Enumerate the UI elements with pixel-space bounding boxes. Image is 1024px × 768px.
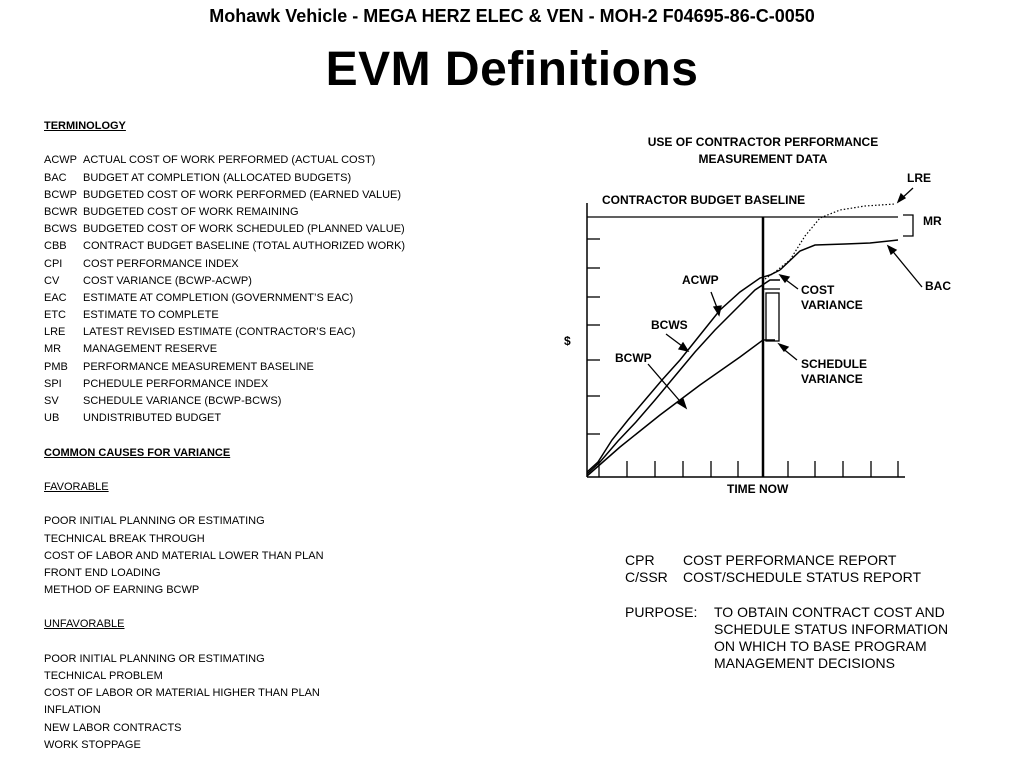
unfavorable-item: NEW LABOR CONTRACTS bbox=[44, 721, 182, 734]
page-title: EVM Definitions bbox=[325, 43, 699, 96]
cpr-key: CPR bbox=[625, 552, 655, 568]
term-definition: PERFORMANCE MEASUREMENT BASELINE bbox=[83, 360, 314, 373]
causes-heading: COMMON CAUSES FOR VARIANCE bbox=[44, 446, 231, 459]
term-definition: SCHEDULE VARIANCE (BCWP-BCWS) bbox=[83, 395, 282, 407]
terminology-heading: TERMINOLOGY bbox=[44, 120, 126, 132]
favorable-item: COST OF LABOR AND MATERIAL LOWER THAN PLAN bbox=[44, 549, 324, 562]
term-abbr: PMB bbox=[44, 360, 68, 373]
term-abbr: BCWR bbox=[44, 205, 78, 218]
bac-label: BAC bbox=[925, 279, 951, 293]
term-definition: ESTIMATE AT COMPLETION (GOVERNMENT’S EAC) bbox=[83, 291, 354, 304]
term-abbr: ETC bbox=[44, 309, 66, 322]
term-definition: ACTUAL COST OF WORK PERFORMED (ACTUAL COST) bbox=[83, 154, 376, 167]
favorable-item: POOR INITIAL PLANNING OR ESTIMATING bbox=[44, 515, 265, 528]
unfavorable-item: COST OF LABOR OR MATERIAL HIGHER THAN PLAN bbox=[44, 687, 320, 700]
term-definition: BUDGETED COST OF WORK REMAINING bbox=[83, 205, 299, 218]
bac-curve bbox=[780, 240, 898, 270]
term-abbr: SV bbox=[44, 395, 59, 407]
purpose-text bbox=[714, 604, 948, 673]
cpr-value: COST PERFORMANCE REPORT bbox=[683, 552, 897, 568]
favorable-item: METHOD OF EARNING BCWP bbox=[44, 584, 200, 597]
cssr-key: C/SSR bbox=[625, 569, 668, 586]
schedule-variance-label-2: VARIANCE bbox=[801, 372, 863, 386]
bcws-curve bbox=[587, 280, 780, 474]
term-abbr: ACWP bbox=[44, 154, 77, 167]
y-ticks bbox=[587, 239, 600, 434]
favorable-item: FRONT END LOADING bbox=[44, 566, 161, 579]
purpose-line: SCHEDULE STATUS INFORMATION bbox=[714, 620, 949, 637]
purpose-line: MANAGEMENT DECISIONS bbox=[714, 655, 895, 672]
unfavorable-item: INFLATION bbox=[44, 704, 101, 717]
term-abbr: EAC bbox=[44, 291, 67, 304]
term-definition: ESTIMATE TO COMPLETE bbox=[83, 309, 219, 322]
x-ticks bbox=[599, 461, 898, 477]
term-definition: LATEST REVISED ESTIMATE (CONTRACTOR’S EAC) bbox=[83, 326, 356, 339]
term-definition: UNDISTRIBUTED BUDGET bbox=[83, 412, 222, 425]
term-abbr: BAC bbox=[44, 171, 67, 184]
term-abbr: CBB bbox=[44, 240, 67, 253]
acwp-curve bbox=[587, 270, 780, 472]
bcwp-label: BCWP bbox=[615, 351, 652, 365]
budget-baseline-label: CONTRACTOR BUDGET BASELINE bbox=[602, 193, 806, 207]
variance-box bbox=[766, 293, 779, 341]
bcws-label: BCWS bbox=[651, 318, 688, 332]
y-axis-label: $ bbox=[564, 334, 571, 348]
term-definition: BUDGET AT COMPLETION (ALLOCATED BUDGETS) bbox=[83, 171, 352, 184]
diagram-title-line2: MEASUREMENT DATA bbox=[698, 152, 828, 166]
term-definition: BUDGETED COST OF WORK SCHEDULED (PLANNED VALUE) bbox=[83, 223, 405, 236]
term-abbr: BCWS bbox=[44, 223, 77, 236]
term-abbr: LRE bbox=[44, 326, 66, 339]
term-abbr: CPI bbox=[44, 257, 63, 270]
term-abbr: MR bbox=[44, 343, 62, 356]
term-abbr: BCWP bbox=[44, 188, 77, 201]
schedule-variance-label-1: SCHEDULE bbox=[801, 357, 868, 371]
term-abbr: SPI bbox=[44, 377, 62, 390]
term-definition: BUDGETED COST OF WORK PERFORMED (EARNED VALUE) bbox=[83, 188, 402, 201]
lre-label: LRE bbox=[907, 171, 931, 185]
term-abbr: CV bbox=[44, 274, 60, 287]
diagram-title-line1: USE OF CONTRACTOR PERFORMANCE bbox=[647, 135, 879, 149]
purpose-line: ON WHICH TO BASE PROGRAM bbox=[714, 637, 927, 654]
unfavorable-item: POOR INITIAL PLANNING OR ESTIMATING bbox=[44, 652, 265, 665]
term-definition: COST VARIANCE (BCWP-ACWP) bbox=[83, 274, 252, 287]
unfavorable-item: WORK STOPPAGE bbox=[44, 738, 141, 751]
term-definition: MANAGEMENT RESERVE bbox=[83, 343, 218, 356]
lre-curve bbox=[765, 204, 895, 279]
favorable-heading: FAVORABLE bbox=[44, 480, 109, 493]
favorable-item: TECHNICAL BREAK THROUGH bbox=[44, 532, 205, 545]
cssr-value: COST/SCHEDULE STATUS REPORT bbox=[683, 569, 922, 586]
unfavorable-heading: UNFAVORABLE bbox=[44, 618, 125, 631]
mr-label: MR bbox=[923, 214, 942, 228]
cost-variance-label-1: COST bbox=[801, 283, 835, 297]
term-definition: CONTRACT BUDGET BASELINE (TOTAL AUTHORIZED WORK) bbox=[83, 240, 406, 253]
unfavorable-item: TECHNICAL PROBLEM bbox=[44, 670, 163, 682]
pointer-arrows bbox=[648, 188, 922, 408]
acwp-label: ACWP bbox=[682, 273, 719, 287]
header-title: Mohawk Vehicle - MEGA HERZ ELEC & VEN - MOH-2 F04695-86-C-0050 bbox=[209, 6, 815, 26]
x-axis-label: TIME NOW bbox=[727, 482, 789, 496]
cost-variance-label-2: VARIANCE bbox=[801, 298, 863, 312]
notes-block bbox=[625, 552, 948, 672]
mr-bracket bbox=[903, 215, 913, 236]
purpose-line: TO OBTAIN CONTRACT COST AND bbox=[714, 603, 945, 620]
purpose-key: PURPOSE: bbox=[625, 603, 698, 620]
term-abbr: UB bbox=[44, 412, 60, 425]
term-definition: PCHEDULE PERFORMANCE INDEX bbox=[83, 377, 269, 390]
term-definition: COST PERFORMANCE INDEX bbox=[83, 257, 239, 270]
